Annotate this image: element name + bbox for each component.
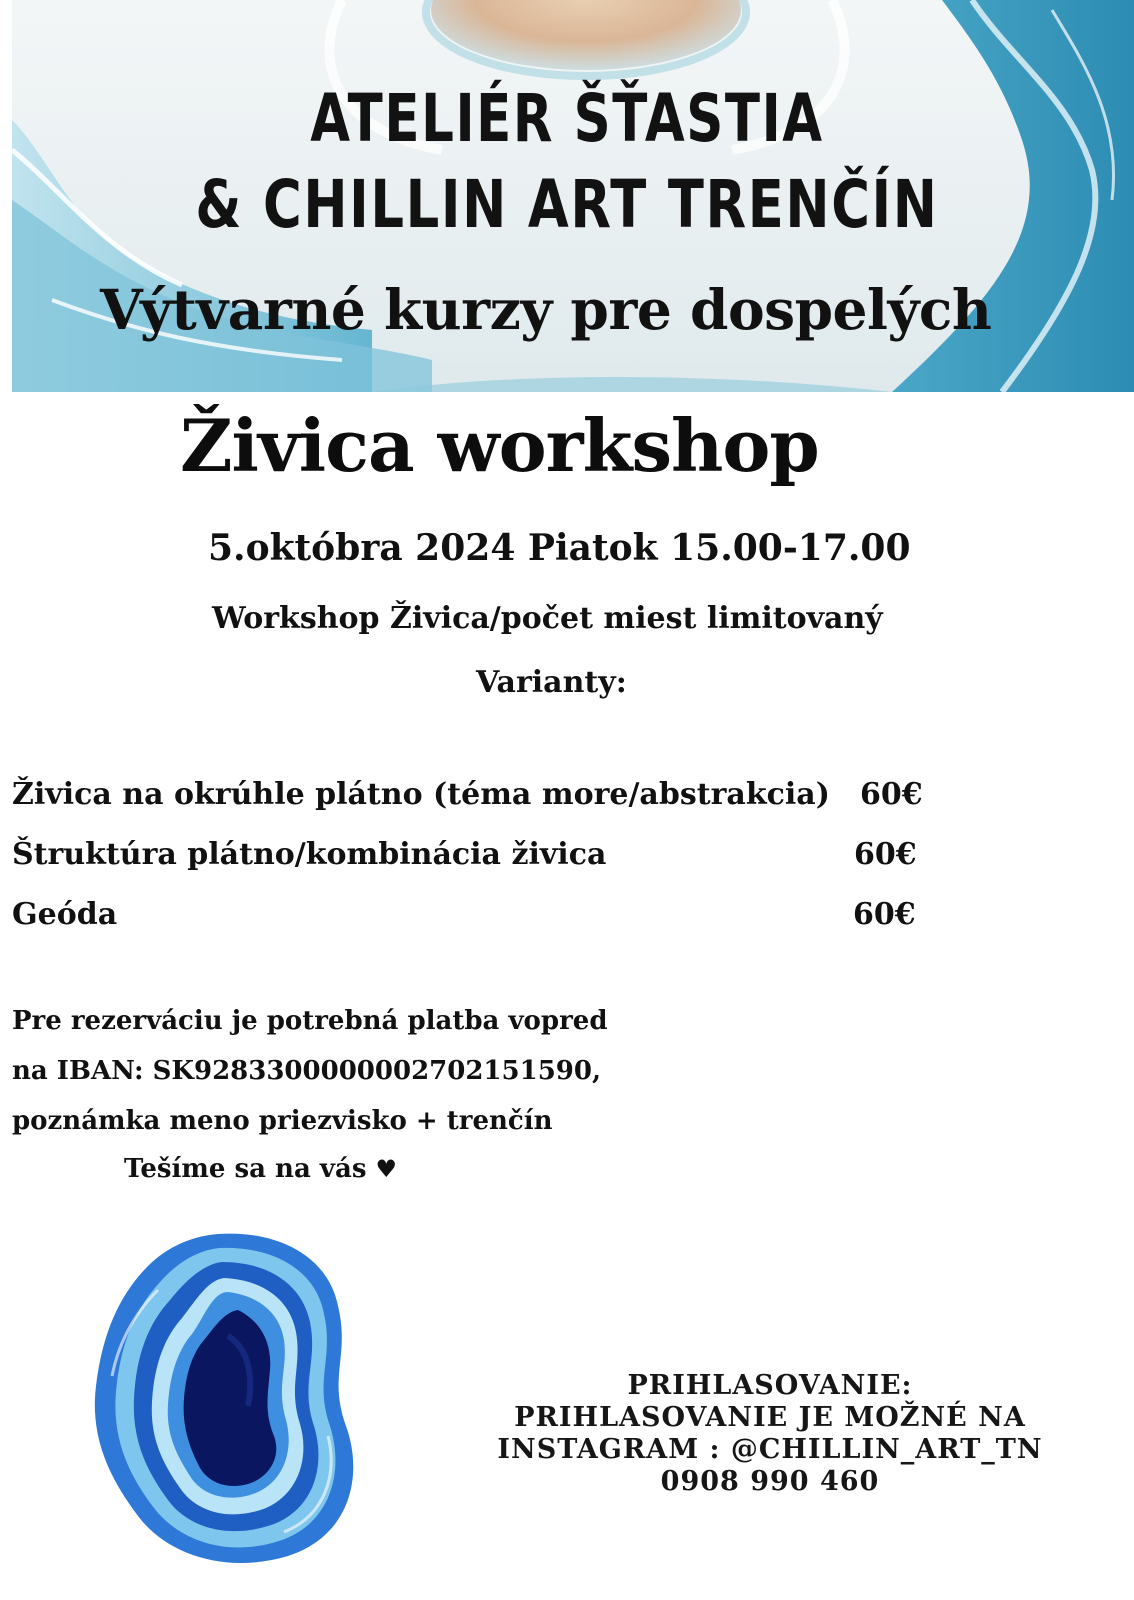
variants-heading: Varianty: — [476, 665, 627, 700]
hero-title-line1: ATELIÉR ŠŤASTIA — [310, 80, 824, 157]
hero-banner — [12, 0, 1134, 392]
iban-line: na IBAN: SK9283300000002702151590, — [12, 1056, 602, 1086]
signup-block — [480, 1370, 1060, 1498]
signup-info: PRIHLASOVANIE JE MOŽNÉ NA — [514, 1402, 1026, 1433]
phone-number: 0908 990 460 — [660, 1466, 880, 1497]
thanks-line — [124, 1156, 397, 1182]
option-price: 60€ — [860, 777, 923, 812]
hero-title-line2: & CHILLIN ART TRENČÍN — [195, 166, 939, 243]
signup-heading: PRIHLASOVANIE: — [627, 1370, 913, 1401]
payment-line: Pre rezerváciu je potrebná platba vopred — [12, 1006, 608, 1036]
option-name: Živica na okrúhle plátno (téma more/abstrakcia) — [12, 777, 830, 812]
geode-illustration — [88, 1226, 368, 1566]
option-name: Štruktúra plátno/kombinácia živica — [12, 837, 607, 872]
option-price: 60€ — [853, 897, 916, 932]
option-price: 60€ — [854, 837, 917, 872]
instagram-handle: INSTAGRAM : @CHILLIN_ART_TN — [497, 1434, 1043, 1465]
option-name: Geóda — [12, 897, 118, 932]
capacity-note: Workshop Živica/počet miest limitovaný — [212, 601, 883, 636]
heart-icon: ♥ — [375, 1155, 398, 1183]
payment-note: poznámka meno priezvisko + trenčín — [12, 1106, 553, 1136]
thanks-text: Tešíme sa na vás — [124, 1154, 367, 1184]
event-date: 5.októbra 2024 Piatok 15.00-17.00 — [208, 527, 911, 569]
hero-subtitle: Výtvarné kurzy pre dospelých — [100, 277, 992, 342]
workshop-title: Živica workshop — [180, 403, 819, 488]
